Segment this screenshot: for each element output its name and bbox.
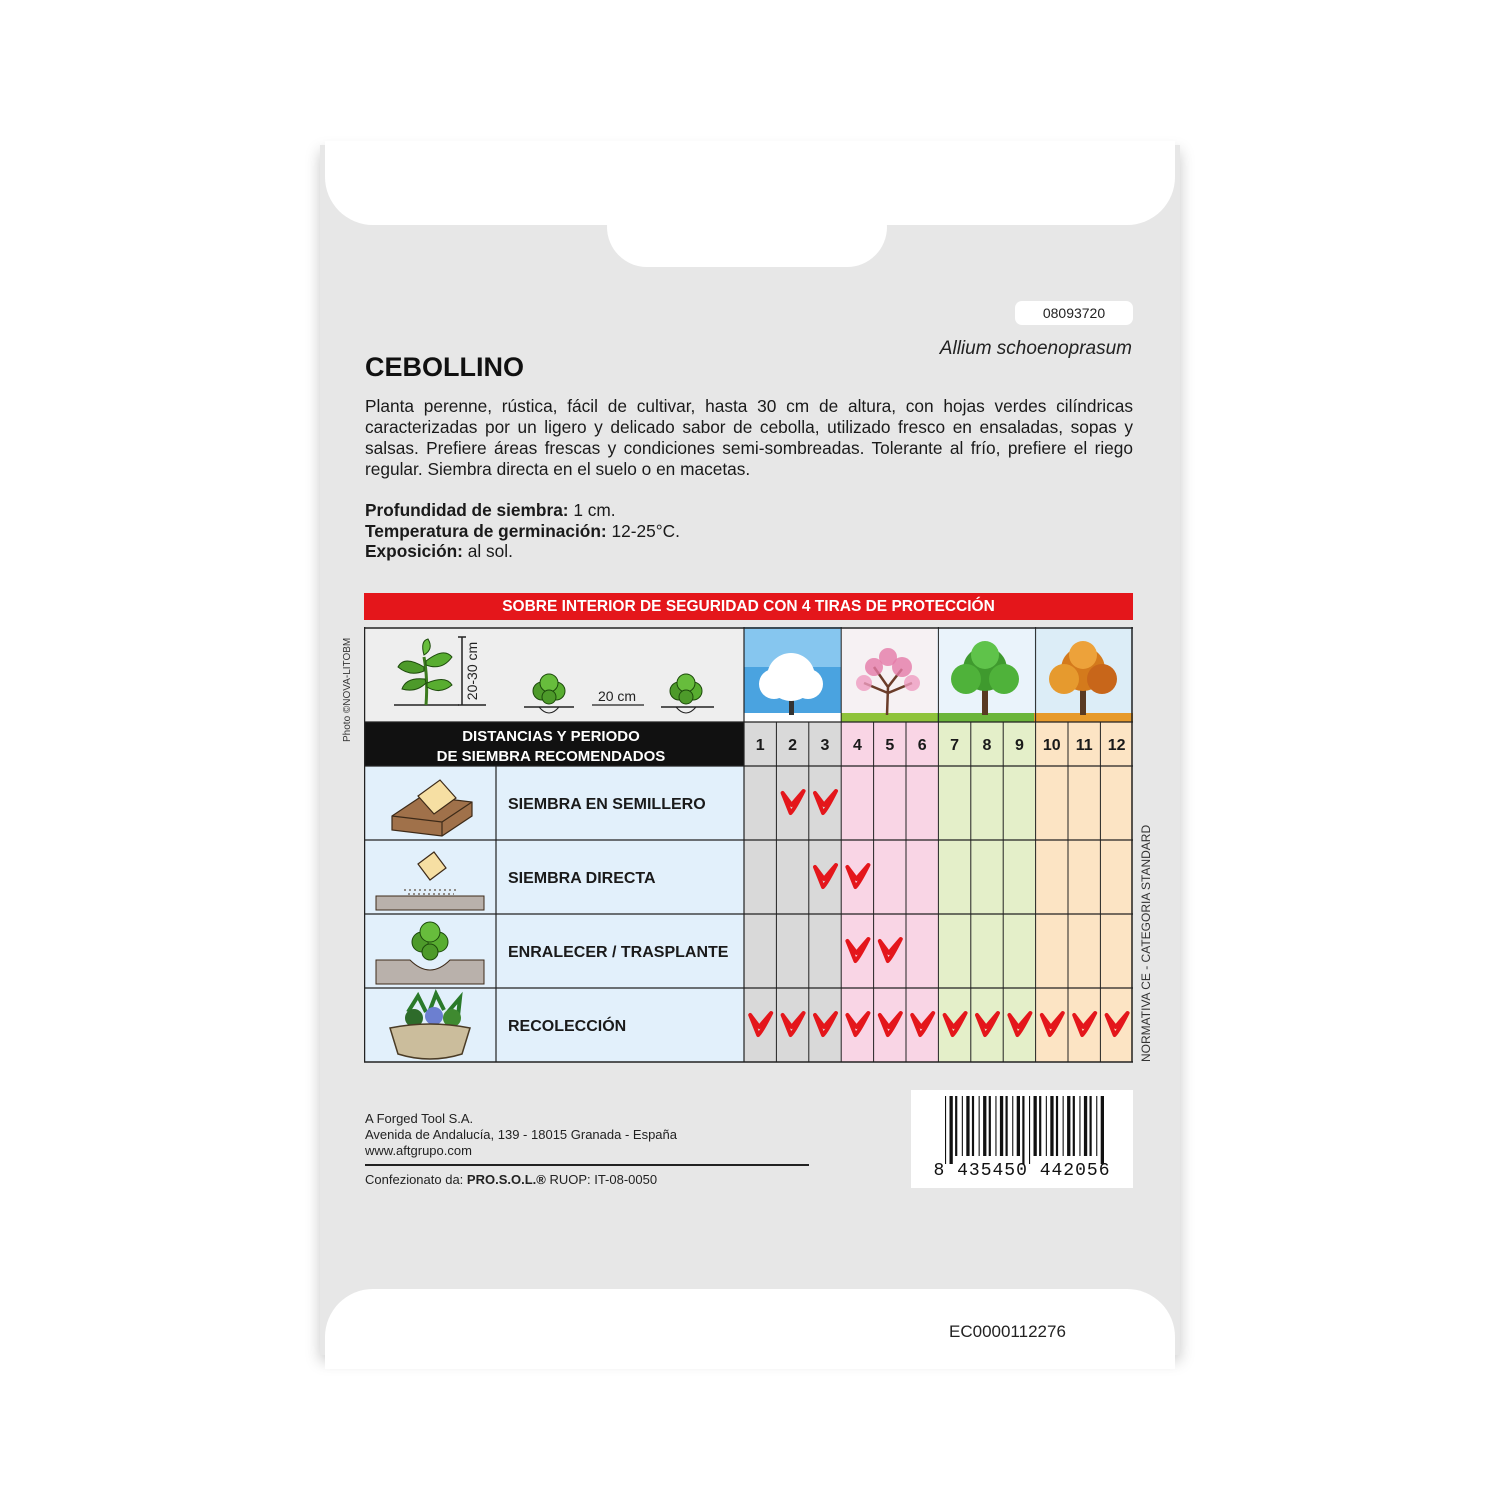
- seed-packet-back: [320, 145, 1180, 1355]
- month-label-9: 9: [1014, 737, 1024, 754]
- barcode-bar: [1063, 1096, 1064, 1156]
- security-banner: SOBRE INTERIOR DE SEGURIDAD CON 4 TIRAS DE PROTECCIÓN: [364, 593, 1133, 620]
- normativa-label: NORMATIVA CE - CATEGORIA STANDARD: [1139, 824, 1153, 1062]
- company-street: Avenida de Andalucía, 139 - 18015 Granada - España: [365, 1127, 677, 1142]
- barcode-bar: [995, 1096, 996, 1156]
- barcode-bar: [1050, 1096, 1053, 1156]
- barcode-bar: [1090, 1096, 1092, 1156]
- month-label-5: 5: [885, 737, 895, 754]
- row-label: SIEMBRA DIRECTA: [508, 870, 656, 887]
- ec-code: EC0000112276: [949, 1322, 1066, 1341]
- barcode-bar: [945, 1096, 946, 1164]
- month-label-7: 7: [950, 737, 960, 754]
- sowing-calendar: [364, 627, 1133, 1064]
- packaged-by: Confezionato da: PRO.S.O.L.® RUOP: IT-08-0050: [365, 1172, 658, 1187]
- barcode-bar: [1079, 1096, 1080, 1156]
- barcode-bar: [979, 1096, 980, 1156]
- month-label-6: 6: [917, 737, 927, 754]
- month-column-3: [809, 722, 841, 1062]
- calendar-header-line1: DISTANCIAS Y PERIODO: [462, 728, 640, 745]
- harvest-basket-icon: [364, 988, 496, 1062]
- month-label-10: 10: [1042, 737, 1061, 754]
- month-label-3: 3: [820, 737, 830, 754]
- month-column-5: [874, 722, 906, 1062]
- month-column-4: [841, 722, 873, 1062]
- barcode-bar: [1039, 1096, 1041, 1156]
- calendar-header-line2: DE SIEMBRA RECOMENDADOS: [436, 748, 666, 765]
- barcode: [911, 1090, 1133, 1188]
- barcode-bar: [1096, 1096, 1097, 1156]
- summer-tree-icon: [937, 627, 1034, 722]
- barcode-bar: [1073, 1096, 1075, 1156]
- photo-credit: Photo ©NOVA-LITOBM: [342, 637, 353, 742]
- winter-tree-icon: [744, 627, 841, 722]
- barcode-bar: [966, 1096, 969, 1156]
- month-column-6: [906, 722, 938, 1062]
- barcode-bar: [1056, 1096, 1058, 1156]
- height-label: 20-30 cm: [464, 641, 480, 701]
- barcode-number: 8 435450 442056: [933, 1161, 1111, 1181]
- barcode-bar: [1084, 1096, 1087, 1156]
- barcode-bar: [983, 1096, 986, 1156]
- spec-depth: Profundidad de siembra: 1 cm.: [365, 500, 616, 520]
- sowing-calendar-svg: [364, 627, 1133, 1064]
- sowing-specs: [365, 500, 680, 562]
- barcode-bar: [1022, 1096, 1024, 1164]
- latin-name: Allium schoenoprasum: [939, 338, 1132, 359]
- row-label: RECOLECCIÓN: [508, 1018, 627, 1035]
- company-website: www.aftgrupo.com: [365, 1143, 472, 1158]
- month-column-11: [1068, 722, 1100, 1062]
- row-label: SIEMBRA EN SEMILLERO: [508, 796, 706, 813]
- month-column-7: [938, 722, 970, 1062]
- seed-tray-icon: [364, 766, 496, 840]
- barcode-bar: [1034, 1096, 1037, 1156]
- transplant-icon: [364, 914, 496, 988]
- barcode-bar: [1029, 1096, 1030, 1164]
- spec-temperature: Temperatura de germinación: 12-25°C.: [365, 520, 680, 541]
- barcode-bar: [1101, 1096, 1104, 1164]
- barcode-bar: [950, 1096, 953, 1164]
- barcode-bar: [1017, 1096, 1020, 1156]
- month-label-11: 11: [1075, 737, 1093, 754]
- barcode-bar: [1012, 1096, 1013, 1156]
- barcode-bar: [972, 1096, 974, 1156]
- barcode-bar: [955, 1096, 957, 1156]
- product-title: CEBOLLINO: [365, 352, 524, 382]
- month-column-10: [1036, 722, 1068, 1062]
- barcode-bar: [1046, 1096, 1047, 1156]
- month-column-1: [744, 722, 776, 1062]
- direct-sowing-icon: [364, 840, 496, 914]
- autumn-tree-icon: [1034, 627, 1133, 722]
- row-label: ENRALECER / TRASPLANTE: [508, 944, 729, 961]
- product-code-badge: 08093720: [1015, 301, 1133, 325]
- month-column-9: [1003, 722, 1035, 1062]
- barcode-bar: [1067, 1096, 1070, 1156]
- month-column-12: [1100, 722, 1132, 1062]
- spec-exposure: Exposición: al sol.: [365, 541, 513, 561]
- month-label-1: 1: [755, 737, 765, 754]
- month-label-4: 4: [852, 737, 862, 754]
- spacing-label: 20 cm: [597, 688, 637, 704]
- barcode-bar: [962, 1096, 963, 1156]
- month-column-8: [971, 722, 1003, 1062]
- barcode-bar: [1000, 1096, 1003, 1156]
- company-divider: [365, 1164, 809, 1166]
- product-description: Planta perenne, rústica, fácil de cultivar, hasta 30 cm de altura, con hojas verdes cilíndricas caracterizadas por un ligero y delicado sabor de cebolla, utilizado fresco en ensaladas, sopas y salsas. Prefiere áreas frescas y condiciones semi-sombreadas. Tolerante al frío, prefiere el riego regular. Siembra directa en el suelo o en macetas.: [365, 396, 1133, 479]
- company-name: A Forged Tool S.A.: [365, 1111, 474, 1126]
- company-address: [365, 1111, 677, 1159]
- month-label-8: 8: [982, 737, 992, 754]
- barcode-bar: [1006, 1096, 1008, 1156]
- month-label-12: 12: [1107, 737, 1126, 754]
- month-label-2: 2: [788, 737, 798, 754]
- month-column-2: [776, 722, 808, 1062]
- barcode-bar: [989, 1096, 991, 1156]
- spring-tree-icon: [841, 627, 937, 722]
